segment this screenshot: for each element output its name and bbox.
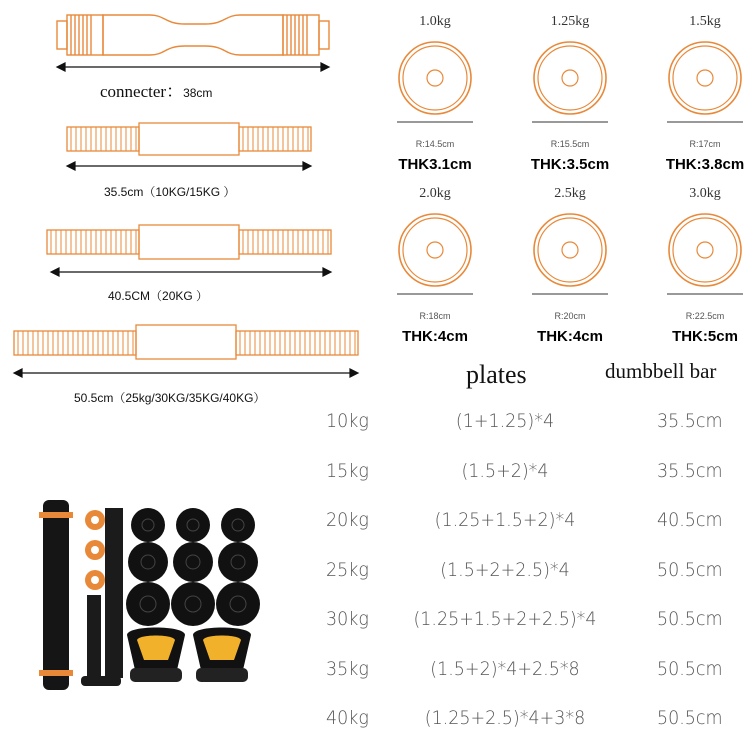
bar-35-label: 35.5cm（10KG/15KG ） [104, 185, 236, 199]
plate-thickness-label: THK:3.8cm [665, 156, 745, 173]
bar-40-drawing [45, 225, 345, 285]
row-bar-length: 50.5cm [657, 608, 723, 630]
row-plate-combination: (1.25+2.5)*4+3*8 [424, 707, 586, 729]
row-total-weight: 10kg [326, 410, 369, 432]
plate-thickness-label: THK:5cm [672, 328, 738, 345]
plate-diagram-icon [510, 210, 630, 294]
plate-diagram-icon [375, 38, 495, 122]
plate-radius-label: R:20cm [554, 311, 586, 321]
row-plate-combination: (1.25+1.5+2+2.5)*4 [413, 608, 597, 630]
bar-40-label: 40.5CM（20KG ） [108, 289, 209, 303]
row-total-weight: 20kg [326, 509, 369, 531]
bar-35-drawing [65, 123, 325, 178]
row-bar-length: 50.5cm [657, 657, 723, 680]
row-total-weight: 40kg [326, 707, 369, 729]
row-total-weight: 25kg [326, 558, 369, 581]
connector-label [100, 77, 212, 102]
row-plate-combination: (1.25+1.5+2)*4 [434, 509, 576, 531]
bar-50-drawing [12, 325, 372, 385]
plate-weight-label: 1.5kg [689, 14, 721, 29]
row-bar-length: 50.5cm [657, 707, 723, 729]
plate-thickness-label: THK3.1cm [398, 156, 472, 173]
plate-thickness-label: THK:4cm [537, 328, 603, 345]
plate-radius-label: R:15.5cm [550, 139, 590, 149]
row-plate-combination: (1.5+2)*4+2.5*8 [430, 657, 580, 680]
row-total-weight: 15kg [326, 459, 369, 482]
row-total-weight: 30kg [326, 608, 369, 630]
row-plate-combination: (1.5+2)*4 [461, 459, 549, 482]
plate-thickness-label: THK:4cm [402, 328, 468, 345]
row-plate-combination: (1.5+2+2.5)*4 [440, 558, 570, 581]
plate-diagram-icon [645, 210, 750, 294]
plate-radius-label: R:22.5cm [685, 311, 725, 321]
plate-weight-label: 2.0kg [419, 186, 451, 201]
connector-length: 38cm [183, 86, 213, 100]
plate-weight-label: 3.0kg [689, 186, 721, 201]
dumbbell-kit-photo-icon [35, 500, 275, 695]
plate-diagram-icon [375, 210, 495, 294]
connector-bar-drawing [55, 10, 335, 80]
plates-header: plates [466, 360, 527, 389]
plate-weight-label: 2.5kg [554, 186, 586, 201]
plate-thickness-label: THK:3.5cm [530, 156, 610, 173]
plate-diagram-icon [510, 38, 630, 122]
connector-sep: ： [166, 82, 184, 101]
row-bar-length: 40.5cm [657, 509, 723, 531]
connector-name: connecter [100, 82, 167, 101]
row-bar-length: 50.5cm [657, 558, 723, 581]
plate-radius-label: R:18cm [419, 311, 451, 321]
plate-diagram-icon [645, 38, 750, 122]
row-total-weight: 35kg [326, 657, 369, 680]
row-bar-length: 35.5cm [657, 410, 723, 432]
plate-weight-label: 1.25kg [550, 14, 590, 29]
plate-radius-label: R:17cm [689, 139, 721, 149]
bar-50-label: 50.5cm（25kg/30KG/35KG/40KG） [74, 391, 266, 405]
dumbbell-bar-header: dumbbell bar [605, 359, 717, 383]
plate-radius-label: R:14.5cm [415, 139, 455, 149]
row-plate-combination: (1+1.25)*4 [455, 410, 555, 432]
plate-weight-label: 1.0kg [419, 14, 451, 29]
row-bar-length: 35.5cm [657, 459, 723, 482]
